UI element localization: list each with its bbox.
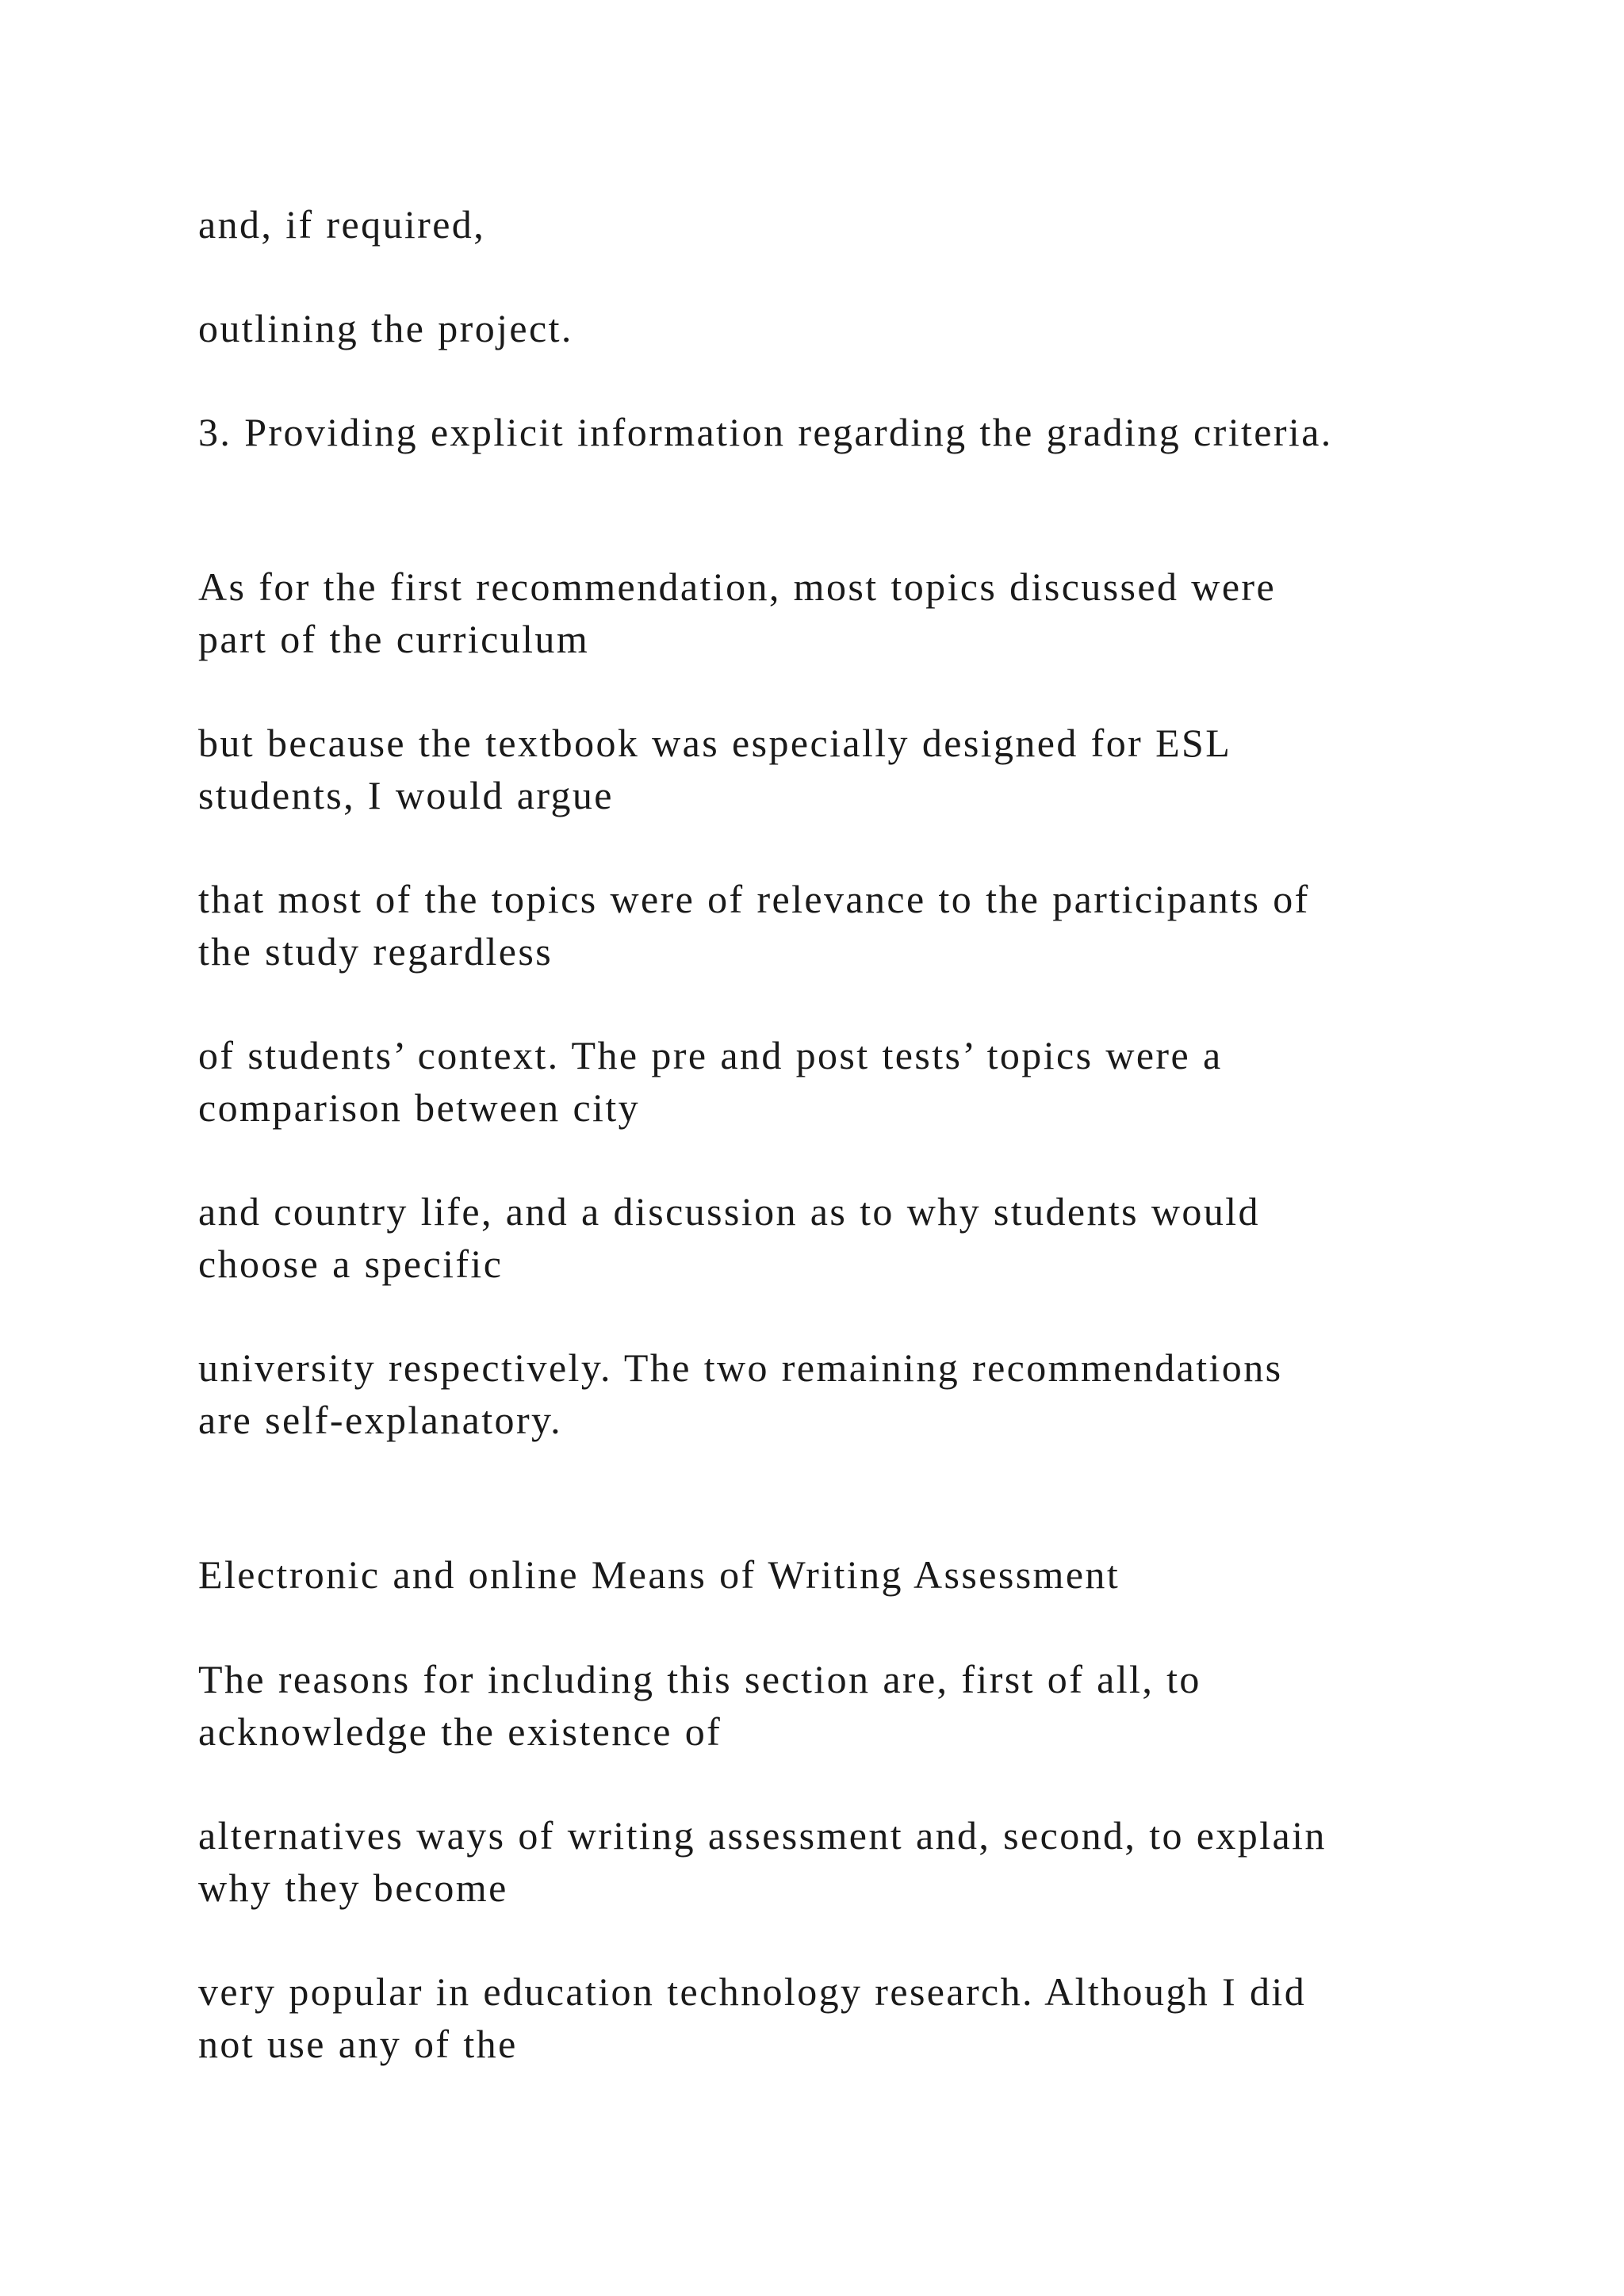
text-line: Electronic and online Means of Writing Assessment: [198, 1552, 1120, 1597]
text-line: and, if required,: [198, 202, 486, 247]
text-line: of students’ context. The pre and post tests’ topics were a: [198, 1033, 1223, 1077]
text-line: the study regardless: [198, 929, 553, 974]
paragraph-country-life: [198, 1185, 1507, 1290]
text-line: 3. Providing explicit information regarding the grading criteria.: [198, 410, 1333, 454]
text-line: but because the textbook was especially designed for ESL: [198, 721, 1232, 765]
paragraph-grading-criteria: [198, 406, 1507, 458]
paragraph-students-context: [198, 1029, 1507, 1134]
text-line: are self-explanatory.: [198, 1398, 563, 1442]
paragraph-first-recommendation: [198, 561, 1507, 665]
text-line: that most of the topics were of relevance to the participants of: [198, 877, 1310, 921]
text-line: university respectively. The two remaining recommendations: [198, 1345, 1283, 1390]
text-line: very popular in education technology research. Although I did: [198, 1969, 1307, 2014]
paragraph-textbook-esl: [198, 717, 1507, 821]
paragraph-outlining-project: [198, 302, 1507, 354]
paragraph-reasons-section: [198, 1653, 1507, 1758]
paragraph-and-if-required: [198, 198, 1507, 251]
paragraph-alternative-ways: [198, 1809, 1507, 1914]
text-line: acknowledge the existence of: [198, 1709, 722, 1754]
section-heading: [198, 1548, 1507, 1601]
text-line: As for the first recommendation, most topics discussed were: [198, 564, 1277, 609]
paragraph-topics-relevance: [198, 873, 1507, 978]
paragraph-education-technology: [198, 1965, 1507, 2070]
text-line: not use any of the: [198, 2022, 518, 2066]
text-line: comparison between city: [198, 1085, 641, 1130]
text-line: The reasons for including this section are, first of all, to: [198, 1657, 1201, 1701]
text-line: outlining the project.: [198, 306, 573, 350]
text-line: students, I would argue: [198, 773, 614, 817]
text-line: and country life, and a discussion as to why students would: [198, 1189, 1260, 1234]
text-line: part of the curriculum: [198, 617, 590, 661]
text-line: why they become: [198, 1866, 508, 1910]
text-line: choose a specific: [198, 1242, 504, 1286]
paragraph-remaining-recommendations: [198, 1341, 1507, 1446]
text-line: alternatives ways of writing assessment and, second, to explain: [198, 1813, 1327, 1858]
